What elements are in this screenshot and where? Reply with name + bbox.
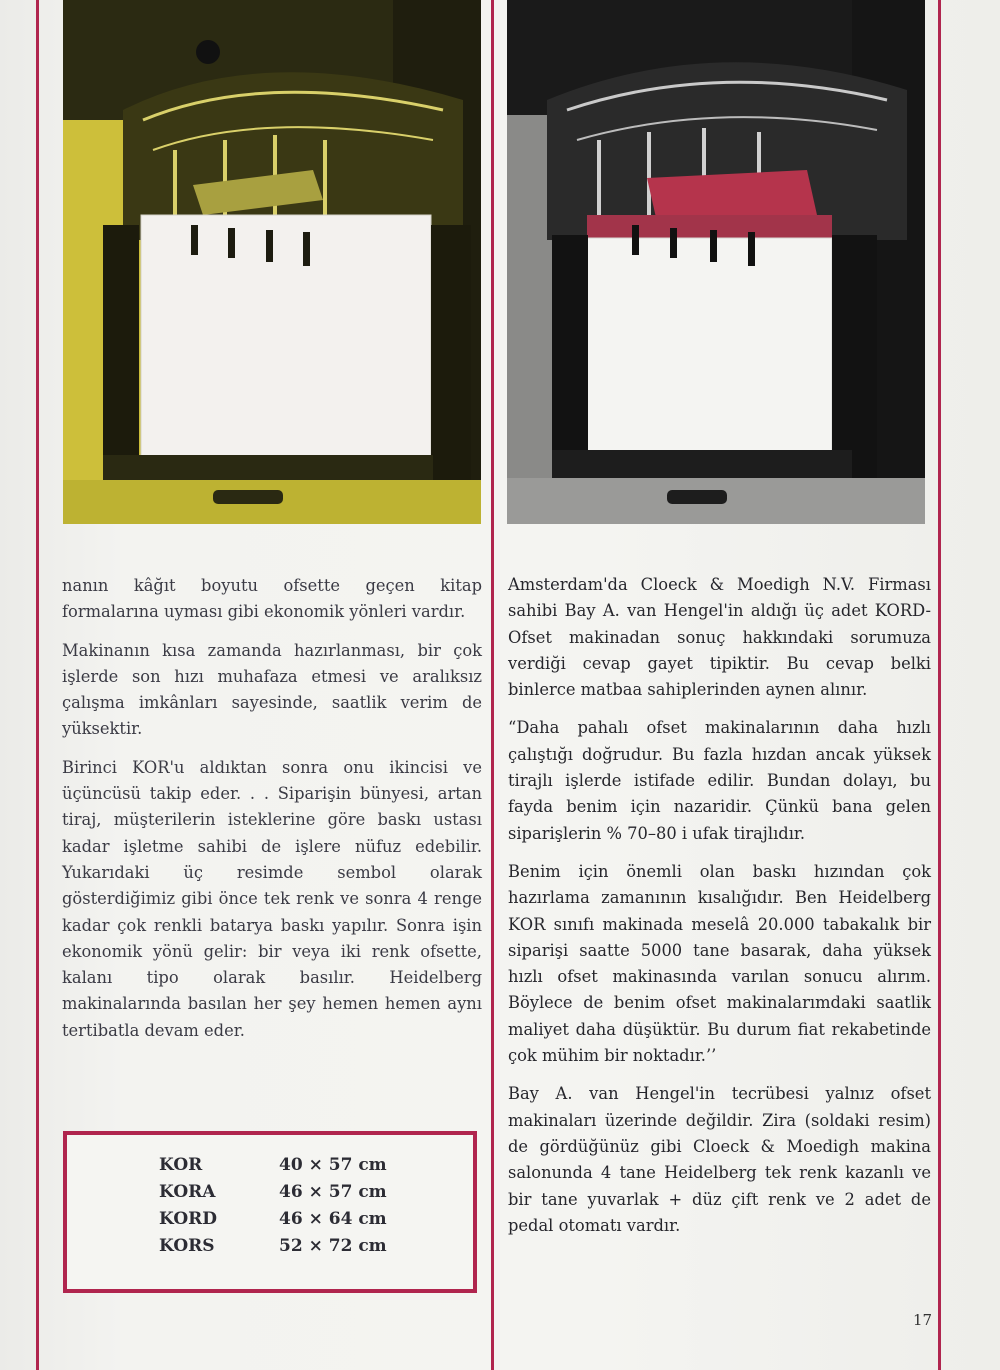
paper-size: 46 × 64 cm — [279, 1209, 387, 1229]
right-text-column — [508, 572, 931, 1251]
right-paragraph: Amsterdam'da Cloeck & Moedigh N.V. Firması sahibi Bay A. van Hengel'in aldığı üç adet KORD-Ofset makinadan sonuç hakkındaki sorumuza verdiği cevap gayet tipiktir. Bu cevap belki binlerce matbaa sahiplerinden aynen alınır. — [508, 575, 931, 700]
machine-size-table — [63, 1131, 477, 1293]
model-name: KORA — [159, 1182, 216, 1202]
left-text-column — [62, 573, 482, 1056]
model-name: KORD — [159, 1209, 217, 1229]
paper-size: 52 × 72 cm — [279, 1236, 387, 1256]
paper-size: 40 × 57 cm — [279, 1155, 387, 1175]
press-photo-right — [507, 0, 925, 524]
center-column-rule — [491, 0, 494, 1370]
table-row — [159, 1182, 419, 1208]
press-photo-left-image — [63, 0, 481, 524]
table-row — [159, 1236, 419, 1262]
table-row — [159, 1155, 419, 1181]
left-paragraph: nanın kâğıt boyutu ofsette geçen kitap formalarına uyması gibi ekonomik yönleri vardır. — [62, 576, 482, 622]
left-margin-rule — [36, 0, 39, 1370]
press-photo-right-image — [507, 0, 925, 524]
page-number: 17 — [913, 1311, 933, 1329]
right-paragraph: “Daha pahalı ofset makinalarının daha hızlı çalıştığı doğrudur. Bu fazla hızdan ancak yüksek tirajlı işlerde istifade edilir. Bundan dolayı, bu fayda benim için nazaridir. Çünkü bana gelen siparişlerin % 70–80 i ufak tirajlıdır. — [508, 718, 931, 843]
right-paragraph: Benim için önemli olan baskı hızından çok hazırlama zamanının kısalığıdır. Ben Heidelberg KOR sınıfı makinada meselâ 20.000 tabakalık bir siparişi saatte 5000 tane basarak, daha yüksek hızlı ofset makinasında varılan sonucu alırım. Böylece de benim ofset makinalarımdaki saatlik maliyet daha düşüktür. Bu durum fiat rekabetinde çok mühim bir noktadır.’’ — [508, 861, 931, 1066]
right-margin-rule — [938, 0, 941, 1370]
left-paragraph: Makinanın kısa zamanda hazırlanması, bir çok işlerde son hızı muhafaza etmesi ve aralıksız çalışma imkânları sayesinde, saatlik verim de yüksektir. — [62, 640, 482, 739]
right-paragraph: Bay A. van Hengel'in tecrübesi yalnız ofset makinaları üzerinde değildir. Zira (soldaki resim) de gördüğünüz gibi Cloeck & Moedigh makina salonunda 4 tane Heidelberg tek renk kazanlı ve bir tane yuvarlak + düz çift renk ve 2 adet de pedal otomatı vardır. — [508, 1084, 931, 1235]
table-row — [159, 1209, 419, 1235]
left-paragraph: Birinci KOR'u aldıktan sonra onu ikincisi ve üçüncüsü takip eder. . . Siparişin bünyesi, artan tiraj, müşterilerin isteklerine göre baskı ustası kadar işletme sahibi de işlere nüfuz edebilir. Yukarıdaki üç resimde sembol olarak gösterdiğimiz gibi önce tek renk ve sonra 4 renge kadar çok renkli batarya baskı yapılır. Sonra işin ekonomik yönü gelir: bir veya iki renk ofsette, kalanı tipo olarak basılır. Heidelberg makinalarında basılan her şey hemen hemen aynı tertibatla devam eder. — [62, 757, 482, 1040]
model-name: KOR — [159, 1155, 203, 1175]
model-name: KORS — [159, 1236, 215, 1256]
press-photo-left — [63, 0, 481, 524]
paper-size: 46 × 57 cm — [279, 1182, 387, 1202]
